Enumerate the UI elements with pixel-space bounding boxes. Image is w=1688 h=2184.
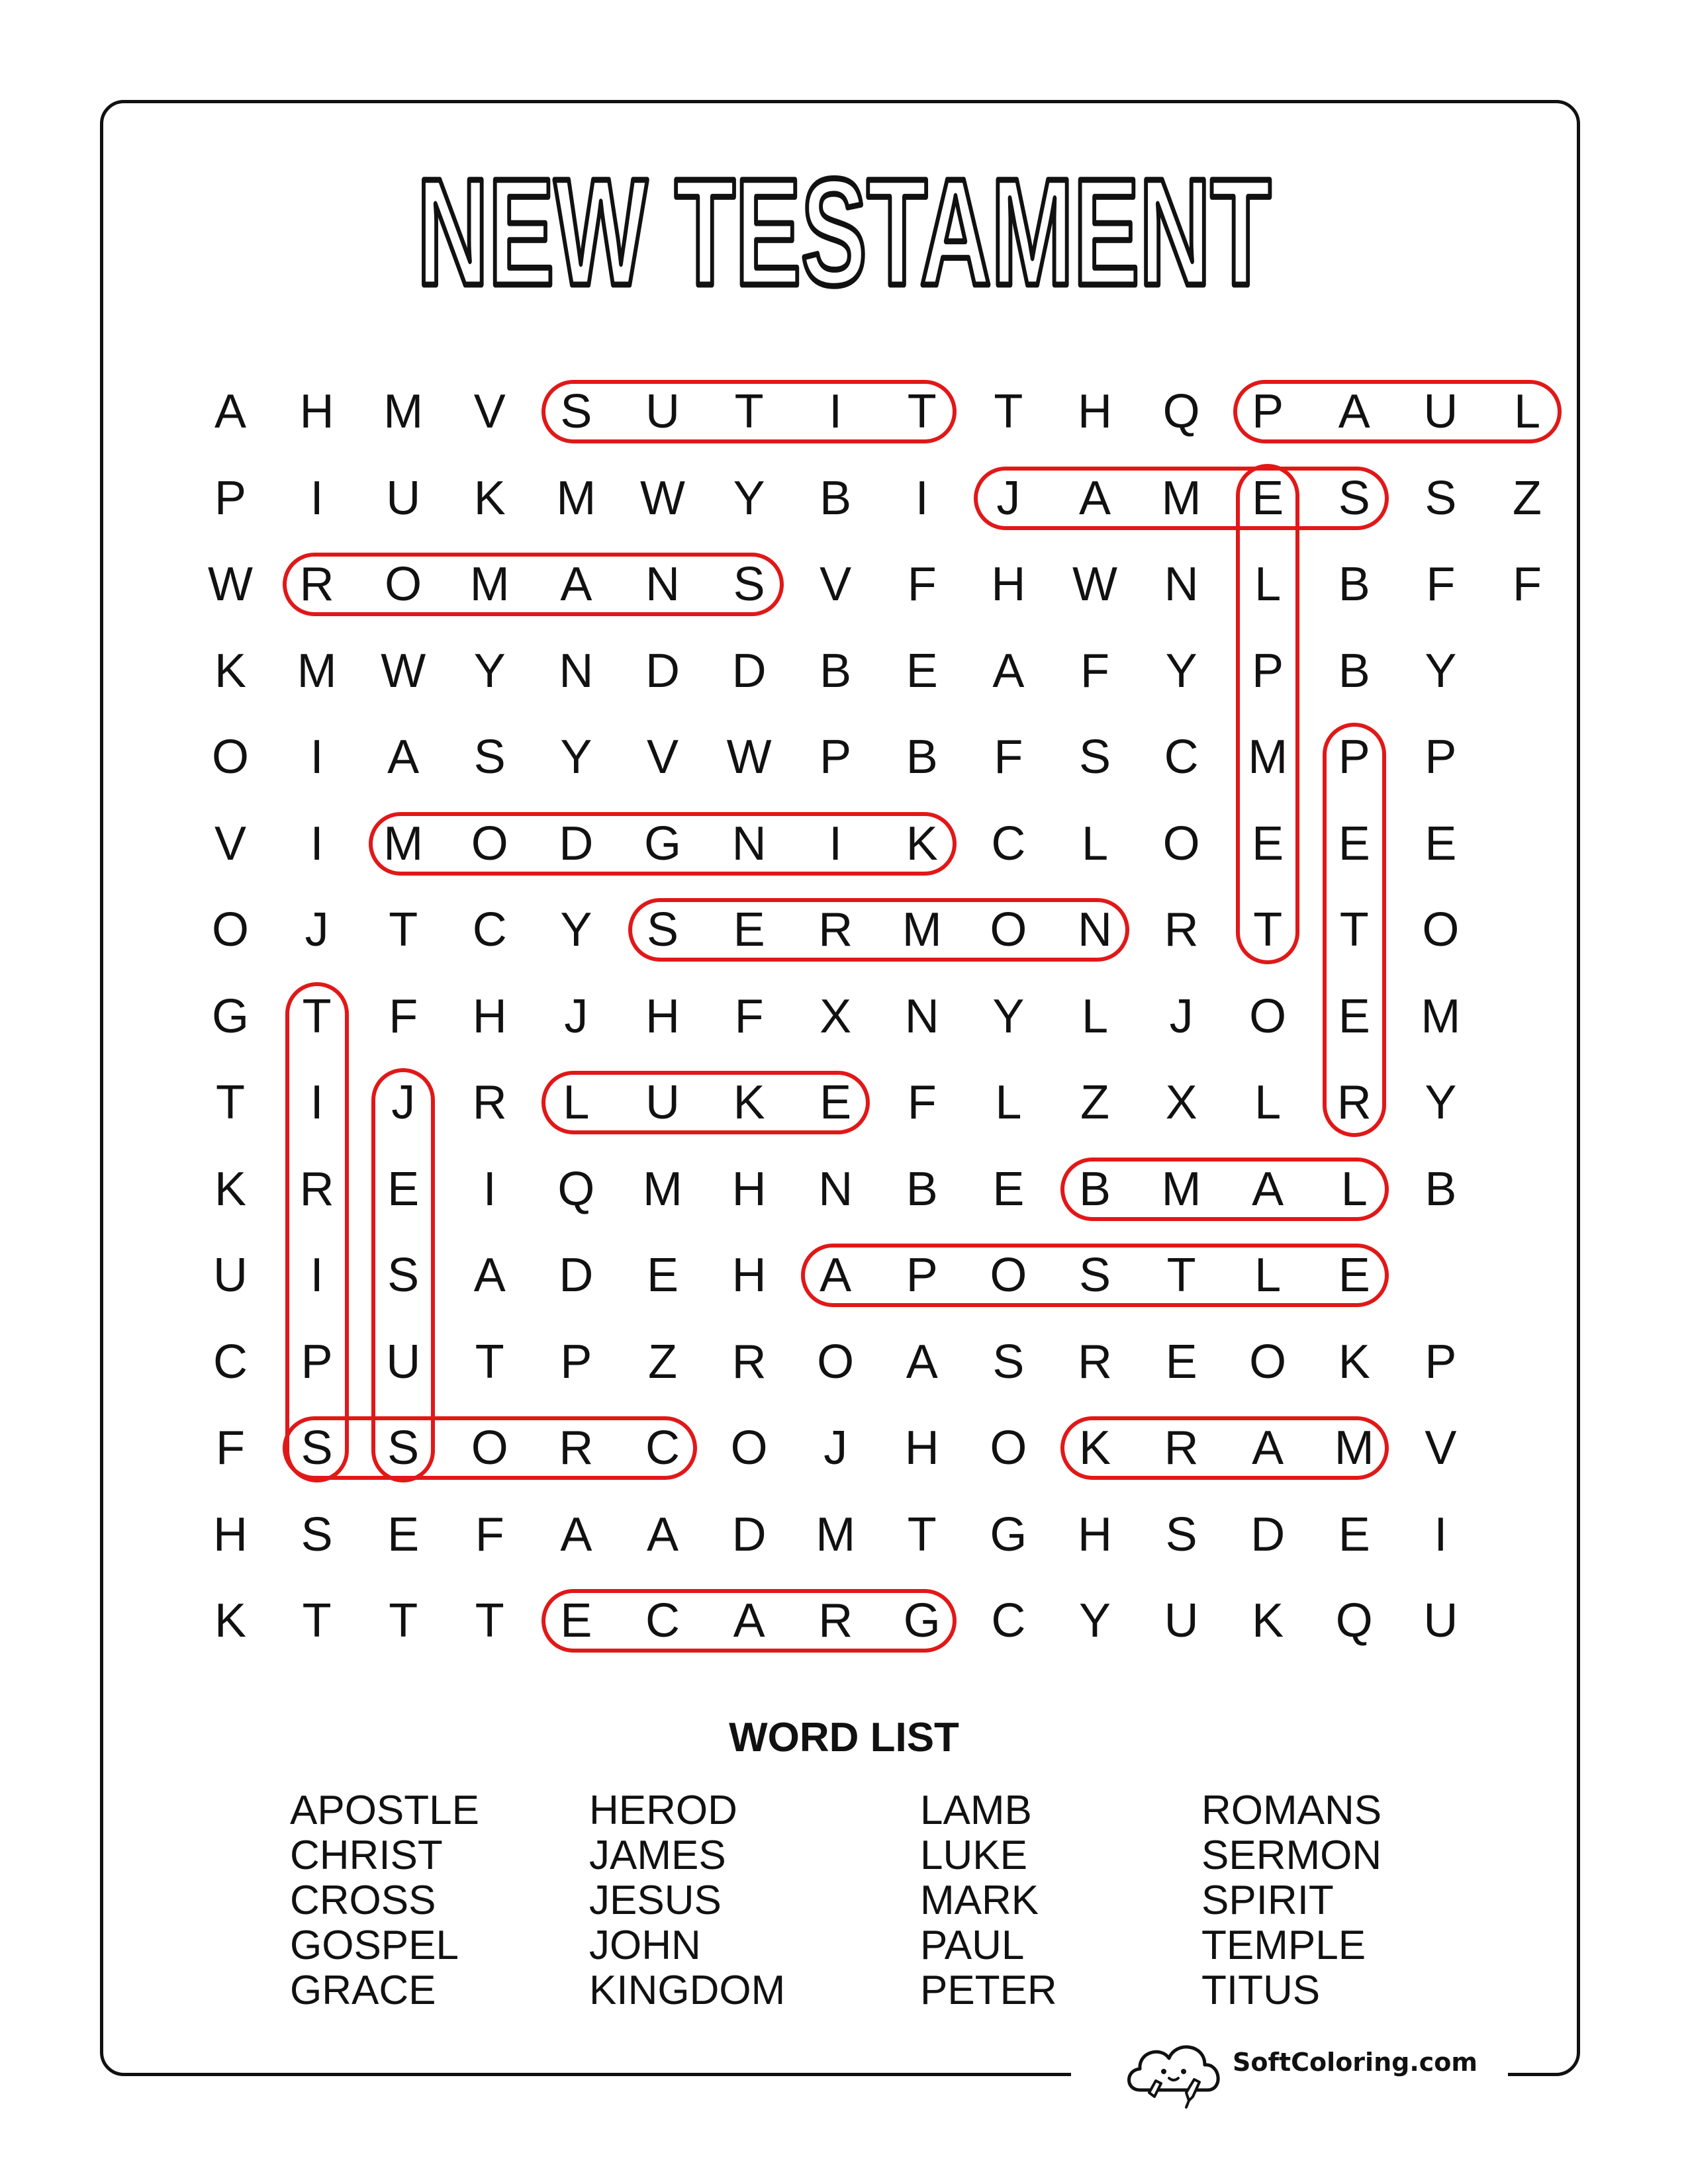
grid-letter[interactable]: M [383, 385, 424, 438]
grid-letter[interactable]: N [904, 989, 939, 1043]
grid-letter[interactable]: R [1336, 1076, 1372, 1129]
grid-letter[interactable]: C [213, 1335, 248, 1388]
grid-letter[interactable]: K [906, 817, 938, 870]
grid-letter[interactable]: T [216, 1076, 245, 1129]
grid-letter[interactable]: A [646, 1508, 679, 1561]
grid-letter[interactable]: F [734, 989, 764, 1043]
grid-letter[interactable]: Z [648, 1335, 677, 1388]
grid-letter[interactable]: K [214, 1594, 247, 1647]
word-list-column-3 [920, 1788, 1057, 2013]
highlight-spirit [285, 982, 349, 1483]
grid-letter[interactable]: S [733, 558, 765, 611]
grid-letter[interactable]: B [1338, 558, 1370, 611]
grid-letter[interactable]: V [1425, 1422, 1457, 1475]
word-list-column-2 [589, 1788, 785, 2013]
grid-letter[interactable]: U [1164, 1594, 1199, 1647]
grid-letter[interactable]: M [902, 903, 942, 956]
grid-letter[interactable]: H [1078, 385, 1112, 438]
grid-letter[interactable]: D [645, 644, 680, 698]
grid-letter[interactable]: A [992, 644, 1025, 698]
grid-letter[interactable]: T [1166, 1249, 1196, 1302]
grid-letter[interactable]: M [1421, 989, 1461, 1043]
grid-letter[interactable]: T [389, 1594, 418, 1647]
grid-letter[interactable]: V [214, 817, 247, 870]
grid-letter[interactable]: N [1078, 903, 1112, 956]
grid-letter[interactable]: M [1334, 1422, 1374, 1475]
word-list-item: CHRIST [290, 1833, 443, 1878]
grid-letter[interactable]: K [733, 1076, 765, 1129]
grid-letter[interactable]: K [1078, 1422, 1111, 1475]
grid-letter[interactable]: X [1165, 1076, 1197, 1129]
title-text: NEW TESTAMENT [417, 147, 1271, 317]
grid-letter[interactable]: U [386, 1335, 421, 1388]
word-list-item: CROSS [290, 1878, 436, 1923]
grid-letter[interactable]: R [1078, 1335, 1112, 1388]
grid-letter[interactable]: E [1252, 471, 1284, 525]
grid-letter[interactable]: P [560, 1335, 592, 1388]
grid-letter[interactable]: Y [1078, 1594, 1111, 1647]
grid-letter[interactable]: G [903, 1594, 941, 1647]
grid-letter[interactable]: E [820, 1076, 852, 1129]
site-name: SoftColoring.com [1233, 2048, 1477, 2077]
grid-letter[interactable]: E [646, 1249, 679, 1302]
grid-letter[interactable]: T [1339, 903, 1369, 956]
grid-letter[interactable]: F [475, 1508, 504, 1561]
grid-letter[interactable]: M [556, 471, 596, 525]
grid-letter[interactable]: E [733, 903, 765, 956]
grid-letter[interactable]: Z [1513, 471, 1542, 525]
grid-letter[interactable]: S [1078, 731, 1111, 784]
grid-letter[interactable]: B [1425, 1162, 1457, 1216]
grid-letter[interactable]: Y [473, 644, 506, 698]
grid-letter[interactable]: P [1252, 385, 1284, 438]
grid-letter[interactable]: R [472, 1076, 507, 1129]
grid-letter[interactable]: B [820, 471, 852, 525]
highlight-temple [1236, 464, 1299, 965]
word-list-item: LAMB [920, 1788, 1032, 1833]
grid-letter[interactable]: E [1425, 817, 1457, 870]
grid-letter[interactable]: I [310, 1249, 324, 1302]
grid-letter[interactable]: R [299, 1162, 334, 1216]
grid-letter[interactable]: B [906, 1162, 938, 1216]
grid-letter[interactable]: K [473, 471, 506, 525]
grid-letter[interactable]: P [1425, 1335, 1457, 1388]
grid-letter[interactable]: I [483, 1162, 496, 1216]
grid-letter[interactable]: M [1161, 471, 1201, 525]
grid-letter[interactable]: S [560, 385, 592, 438]
grid-letter[interactable]: V [820, 558, 852, 611]
grid-letter[interactable]: B [906, 731, 938, 784]
grid-letter[interactable]: T [389, 903, 418, 956]
grid-letter[interactable]: V [646, 731, 679, 784]
grid-letter[interactable]: M [643, 1162, 682, 1216]
grid-letter[interactable]: S [387, 1422, 420, 1475]
grid-letter[interactable]: S [301, 1508, 333, 1561]
grid-letter[interactable]: F [389, 989, 418, 1043]
grid-letter[interactable]: T [302, 1594, 332, 1647]
grid-letter[interactable]: I [829, 385, 843, 438]
grid-letter[interactable]: E [1252, 817, 1284, 870]
grid-letter[interactable]: T [475, 1335, 504, 1388]
grid-letter[interactable]: J [996, 471, 1021, 525]
grid-letter[interactable]: S [992, 1335, 1025, 1388]
grid-letter[interactable]: F [994, 731, 1023, 784]
grid-letter[interactable]: J [305, 903, 329, 956]
grid-letter[interactable]: Y [560, 903, 592, 956]
grid-letter[interactable]: L [995, 1076, 1022, 1129]
grid-letter[interactable]: N [1164, 558, 1199, 611]
grid-letter[interactable]: H [991, 558, 1026, 611]
grid-letter[interactable]: B [820, 644, 852, 698]
word-list-item: JAMES [589, 1833, 726, 1878]
grid-letter[interactable]: Y [733, 471, 765, 525]
grid-letter[interactable]: D [559, 1249, 594, 1302]
grid-letter[interactable]: C [991, 817, 1026, 870]
grid-letter[interactable]: A [560, 558, 592, 611]
grid-letter[interactable]: C [472, 903, 507, 956]
grid-letter[interactable]: S [301, 1422, 333, 1475]
grid-letter[interactable]: O [817, 1335, 855, 1388]
grid-letter[interactable]: O [211, 731, 249, 784]
grid-letter[interactable]: G [211, 989, 249, 1043]
grid-letter[interactable]: E [387, 1162, 420, 1216]
grid-letter[interactable]: I [915, 471, 929, 525]
grid-letter[interactable]: Y [992, 989, 1025, 1043]
grid-letter[interactable]: R [818, 903, 853, 956]
grid-letter[interactable]: E [1338, 1508, 1370, 1561]
grid-letter[interactable]: F [907, 1076, 937, 1129]
grid-letter[interactable]: W [726, 731, 772, 784]
grid-letter[interactable]: I [310, 731, 324, 784]
grid-letter[interactable]: M [1161, 1162, 1201, 1216]
grid-letter[interactable]: E [992, 1162, 1025, 1216]
grid-letter[interactable]: O [211, 903, 249, 956]
grid-letter[interactable]: A [1252, 1162, 1284, 1216]
grid-letter[interactable]: E [560, 1594, 592, 1647]
grid-letter[interactable]: O [990, 1422, 1027, 1475]
grid-letter[interactable]: B [1338, 644, 1370, 698]
grid-letter[interactable]: L [563, 1076, 590, 1129]
grid-letter[interactable]: T [907, 385, 937, 438]
grid-letter[interactable]: O [1422, 903, 1460, 956]
grid-letter[interactable]: W [640, 471, 685, 525]
grid-letter[interactable]: I [829, 817, 843, 870]
grid-letter[interactable]: E [1338, 989, 1370, 1043]
grid-letter[interactable]: L [1081, 989, 1109, 1043]
highlight-sermon [628, 898, 1129, 962]
grid-letter[interactable]: Q [1162, 385, 1200, 438]
word-list-column-4 [1201, 1788, 1382, 2013]
grid-letter[interactable]: A [473, 1249, 506, 1302]
grid-letter[interactable]: M [816, 1508, 856, 1561]
grid-letter[interactable]: Y [1165, 644, 1197, 698]
grid-letter[interactable]: L [1513, 385, 1541, 438]
grid-letter[interactable]: E [1165, 1335, 1197, 1388]
word-list-item: MARK [920, 1878, 1039, 1923]
word-list-item: SERMON [1201, 1833, 1382, 1878]
grid-letter[interactable]: M [1248, 731, 1288, 784]
grid-letter[interactable]: P [1425, 731, 1457, 784]
grid-letter[interactable]: H [904, 1422, 939, 1475]
grid-letter[interactable]: N [645, 558, 680, 611]
grid-letter[interactable]: O [990, 1249, 1027, 1302]
word-list-item: ROMANS [1201, 1788, 1382, 1833]
grid-letter[interactable]: D [731, 1508, 767, 1561]
grid-letter[interactable]: E [387, 1508, 420, 1561]
grid-letter[interactable]: O [730, 1422, 768, 1475]
grid-letter[interactable]: O [385, 558, 422, 611]
grid-letter[interactable]: A [387, 731, 420, 784]
grid-letter[interactable]: T [475, 1594, 504, 1647]
grid-letter[interactable]: P [214, 471, 247, 525]
grid-letter[interactable]: C [645, 1594, 680, 1647]
grid-letter[interactable]: D [731, 644, 767, 698]
grid-letter[interactable]: S [1425, 471, 1457, 525]
grid-letter[interactable]: A [560, 1508, 592, 1561]
site-logo[interactable] [1120, 2024, 1477, 2116]
grid-letter[interactable]: S [1165, 1508, 1197, 1561]
grid-letter[interactable]: R [559, 1422, 594, 1475]
grid-letter[interactable]: S [646, 903, 679, 956]
grid-letter[interactable]: S [1338, 471, 1370, 525]
grid-letter[interactable]: S [473, 731, 506, 784]
grid-letter[interactable]: S [1078, 1249, 1111, 1302]
grid-letter[interactable]: T [907, 1508, 937, 1561]
grid-letter[interactable]: U [213, 1249, 248, 1302]
grid-letter[interactable]: M [469, 558, 510, 611]
grid-letter[interactable]: L [1254, 1076, 1282, 1129]
grid-letter[interactable]: F [907, 558, 937, 611]
grid-letter[interactable]: W [208, 558, 253, 611]
grid-letter[interactable]: O [471, 817, 508, 870]
word-list-item: HEROD [589, 1788, 737, 1833]
grid-letter[interactable]: E [906, 644, 938, 698]
grid-letter[interactable]: F [1426, 558, 1456, 611]
word-list-item: SPIRIT [1201, 1878, 1334, 1923]
grid-letter[interactable]: H [1078, 1508, 1112, 1561]
grid-letter[interactable]: H [472, 989, 507, 1043]
grid-letter[interactable]: F [1080, 644, 1109, 698]
grid-letter[interactable]: O [471, 1422, 508, 1475]
word-list-item: PAUL [920, 1923, 1025, 1968]
grid-letter[interactable]: U [1423, 385, 1458, 438]
grid-letter[interactable]: T [734, 385, 764, 438]
grid-letter[interactable]: O [1249, 989, 1287, 1043]
grid-letter[interactable]: L [1254, 558, 1282, 611]
grid-letter[interactable]: J [564, 989, 588, 1043]
word-list-item: JOHN [589, 1923, 701, 1968]
grid-letter[interactable]: I [310, 1076, 324, 1129]
grid-letter[interactable]: L [1340, 1162, 1368, 1216]
word-list-column-1 [290, 1788, 479, 2013]
word-list-item: PETER [920, 1968, 1057, 2013]
grid-letter[interactable]: I [1434, 1508, 1448, 1561]
grid-letter[interactable]: R [731, 1335, 767, 1388]
grid-letter[interactable]: T [1253, 903, 1283, 956]
grid-letter[interactable]: K [214, 644, 247, 698]
grid-letter[interactable]: H [645, 989, 680, 1043]
grid-letter[interactable]: G [643, 817, 681, 870]
grid-letter[interactable]: A [1252, 1422, 1284, 1475]
word-list-title: WORD LIST [729, 1715, 959, 1760]
grid-letter[interactable]: L [1254, 1249, 1282, 1302]
grid-letter[interactable]: K [1252, 1594, 1284, 1647]
grid-letter[interactable]: Y [1425, 644, 1457, 698]
grid-letter[interactable]: R [299, 558, 334, 611]
grid-letter[interactable]: P [1338, 731, 1370, 784]
word-list-item: TEMPLE [1201, 1923, 1366, 1968]
word-list-item: APOSTLE [290, 1788, 479, 1833]
grid-letter[interactable]: T [994, 385, 1023, 438]
grid-letter[interactable]: R [1164, 903, 1199, 956]
grid-letter[interactable]: R [818, 1594, 853, 1647]
grid-letter[interactable]: A [214, 385, 247, 438]
grid-letter[interactable]: L [1081, 817, 1109, 870]
grid-letter[interactable]: D [1250, 1508, 1286, 1561]
cloud-pencil-icon [1120, 2024, 1233, 2116]
grid-letter[interactable]: E [1338, 1249, 1370, 1302]
grid-letter[interactable]: H [731, 1249, 767, 1302]
word-list-item: LUKE [920, 1833, 1027, 1878]
grid-letter[interactable]: F [1513, 558, 1542, 611]
grid-letter[interactable]: A [1338, 385, 1370, 438]
grid-letter[interactable]: U [1423, 1594, 1458, 1647]
word-list-item: KINGDOM [589, 1968, 786, 2013]
grid-letter[interactable]: J [1169, 989, 1194, 1043]
grid-letter[interactable]: O [1162, 817, 1200, 870]
grid-letter[interactable]: A [906, 1335, 938, 1388]
grid-letter[interactable]: Q [1335, 1594, 1373, 1647]
grid-letter[interactable]: U [386, 471, 421, 525]
highlight-romans [283, 553, 784, 616]
grid-letter[interactable]: J [823, 1422, 848, 1475]
grid-letter[interactable]: N [731, 817, 767, 870]
grid-letter[interactable]: F [216, 1422, 245, 1475]
grid-letter[interactable]: O [990, 903, 1027, 956]
grid-letter[interactable]: R [1164, 1422, 1199, 1475]
grid-letter[interactable]: W [381, 644, 426, 698]
grid-letter[interactable]: U [645, 1076, 680, 1129]
grid-letter[interactable]: W [1072, 558, 1117, 611]
word-list-item: TITUS [1201, 1968, 1321, 2013]
grid-letter[interactable]: N [818, 1162, 853, 1216]
word-list-item: GRACE [290, 1968, 436, 2013]
grid-letter[interactable]: P [1252, 644, 1284, 698]
grid-letter[interactable]: H [299, 385, 334, 438]
grid-letter[interactable]: E [1338, 817, 1370, 870]
grid-letter[interactable]: K [214, 1162, 247, 1216]
grid-letter[interactable]: C [991, 1594, 1026, 1647]
grid-letter[interactable]: Z [1080, 1076, 1109, 1129]
grid-letter[interactable]: C [645, 1422, 680, 1475]
grid-letter[interactable]: M [297, 644, 337, 698]
grid-letter[interactable]: G [990, 1508, 1027, 1561]
grid-letter[interactable]: I [310, 471, 324, 525]
grid-letter[interactable]: J [391, 1076, 416, 1129]
word-list-item: JESUS [589, 1878, 722, 1923]
grid-letter[interactable]: H [213, 1508, 248, 1561]
grid-letter[interactable]: P [301, 1335, 333, 1388]
grid-letter[interactable]: Y [560, 731, 592, 784]
grid-letter[interactable]: K [1338, 1335, 1370, 1388]
grid-letter[interactable]: H [731, 1162, 767, 1216]
grid-letter[interactable]: U [645, 385, 680, 438]
grid-letter[interactable]: V [473, 385, 506, 438]
grid-letter[interactable]: N [559, 644, 594, 698]
grid-letter[interactable]: B [1078, 1162, 1111, 1216]
grid-letter[interactable]: P [906, 1249, 938, 1302]
grid-letter[interactable]: D [559, 817, 594, 870]
grid-letter[interactable]: M [383, 817, 424, 870]
grid-letter[interactable]: C [1164, 731, 1199, 784]
grid-letter[interactable]: Y [1425, 1076, 1457, 1129]
grid-letter[interactable]: X [820, 989, 852, 1043]
grid-letter[interactable]: A [1078, 471, 1111, 525]
grid-letter[interactable]: T [302, 989, 332, 1043]
grid-letter[interactable]: I [310, 817, 324, 870]
grid-letter[interactable]: P [820, 731, 852, 784]
grid-letter[interactable]: O [1249, 1335, 1287, 1388]
word-list-item: GOSPEL [290, 1923, 459, 1968]
grid-letter[interactable]: S [387, 1249, 420, 1302]
grid-letter[interactable]: Q [557, 1162, 595, 1216]
grid-letter[interactable]: A [733, 1594, 765, 1647]
grid-letter[interactable]: A [820, 1249, 852, 1302]
